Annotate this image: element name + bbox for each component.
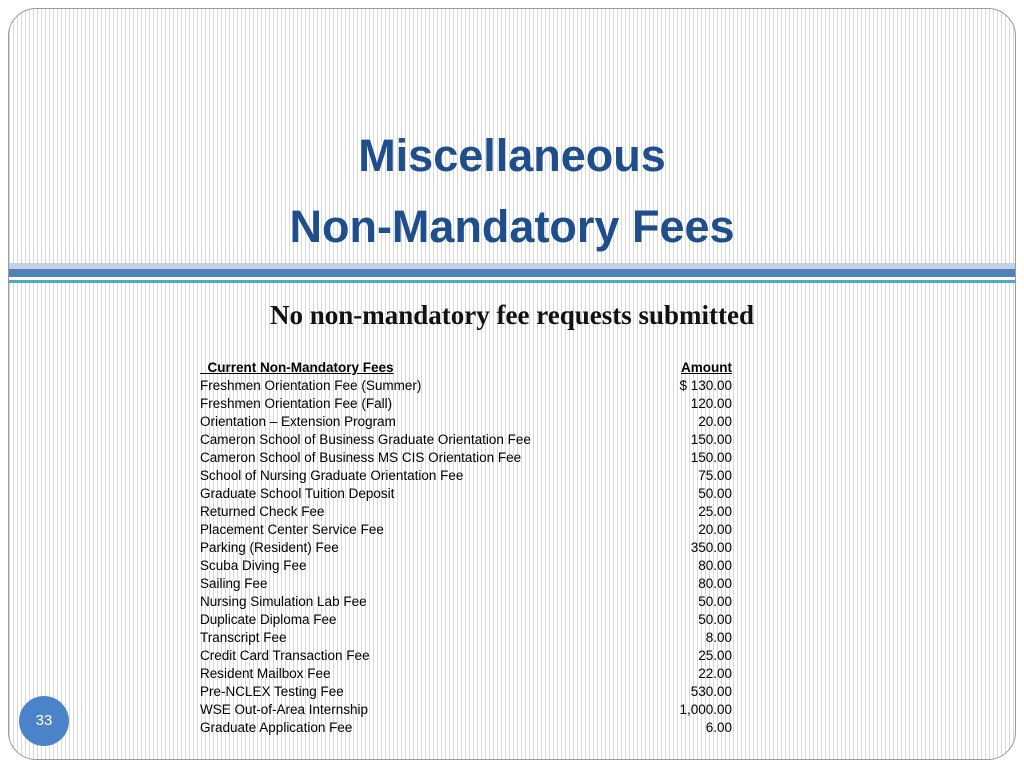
fee-row [196,611,736,629]
fee-row [196,485,736,503]
fee-name: Cameron School of Business MS CIS Orientation Fee [200,450,522,465]
fee-amount: 1,000.00 [679,702,732,717]
fee-row [196,449,736,467]
fee-row [196,647,736,665]
fee-name: Scuba Diving Fee [200,558,307,573]
fee-amount: 150.00 [690,432,732,447]
fee-row [196,395,736,413]
fee-row [196,467,736,485]
title-divider-band [9,280,1015,283]
fee-name: Nursing Simulation Lab Fee [200,594,367,609]
slide-number-badge: 33 [19,696,69,746]
fee-amount: 25.00 [698,504,732,519]
slide-title-line-1: Miscellaneous [358,130,666,181]
amount-column-header: Amount [681,360,732,375]
fee-amount: 22.00 [698,666,732,681]
slide [8,8,1016,760]
fee-row [196,719,736,737]
fees-table-header [196,359,736,377]
fee-name: Cameron School of Business Graduate Orientation Fee [200,432,531,447]
fee-amount: 75.00 [698,468,732,483]
fee-amount: 50.00 [698,486,732,501]
fee-row [196,431,736,449]
fee-name: School of Nursing Graduate Orientation Fee [200,468,464,483]
fees-table-body [196,377,736,737]
fee-row [196,413,736,431]
fee-amount: 80.00 [698,576,732,591]
fee-row [196,557,736,575]
fee-row [196,593,736,611]
fee-row [196,377,736,395]
fee-name: Freshmen Orientation Fee (Fall) [200,396,393,411]
fee-row [196,701,736,719]
fee-name: Duplicate Diploma Fee [200,612,337,627]
fee-name: Returned Check Fee [200,504,325,519]
fee-amount: 50.00 [698,612,732,627]
fee-name: Freshmen Orientation Fee (Summer) [200,378,422,393]
fee-name: Pre-NCLEX Testing Fee [200,684,344,699]
fee-amount: 20.00 [698,414,732,429]
fee-amount: 8.00 [705,630,732,645]
fee-row [196,575,736,593]
fee-row [196,683,736,701]
fee-name: Graduate School Tuition Deposit [200,486,395,501]
fee-name: Transcript Fee [200,630,287,645]
fee-name: Graduate Application Fee [200,720,353,735]
fee-name: Resident Mailbox Fee [200,666,331,681]
fee-name-column-header: Current Non-Mandatory Fees [207,360,394,375]
fee-name: Orientation – Extension Program [200,414,396,429]
fee-amount: 530.00 [690,684,732,699]
fee-amount: 80.00 [698,558,732,573]
fee-amount: 6.00 [705,720,732,735]
fee-name: WSE Out-of-Area Internship [200,702,369,717]
slide-title-line-2: Non-Mandatory Fees [289,201,735,252]
fee-name: Placement Center Service Fee [200,522,384,537]
fee-row [196,521,736,539]
fee-amount: 150.00 [690,450,732,465]
fee-amount: 120.00 [690,396,732,411]
fee-row [196,665,736,683]
fee-amount: 20.00 [698,522,732,537]
fee-amount: 350.00 [690,540,732,555]
fee-amount: 25.00 [698,648,732,663]
fee-name: Sailing Fee [200,576,268,591]
fee-row [196,629,736,647]
fee-row [196,503,736,521]
title-divider-band [9,269,1015,277]
fee-amount: 50.00 [698,594,732,609]
fee-name: Credit Card Transaction Fee [200,648,370,663]
fee-row [196,539,736,557]
fee-name: Parking (Resident) Fee [200,540,339,555]
slide-subtitle: No non-mandatory fee requests submitted [270,300,754,330]
fees-table [196,359,736,737]
fee-amount: $ 130.00 [679,378,732,393]
